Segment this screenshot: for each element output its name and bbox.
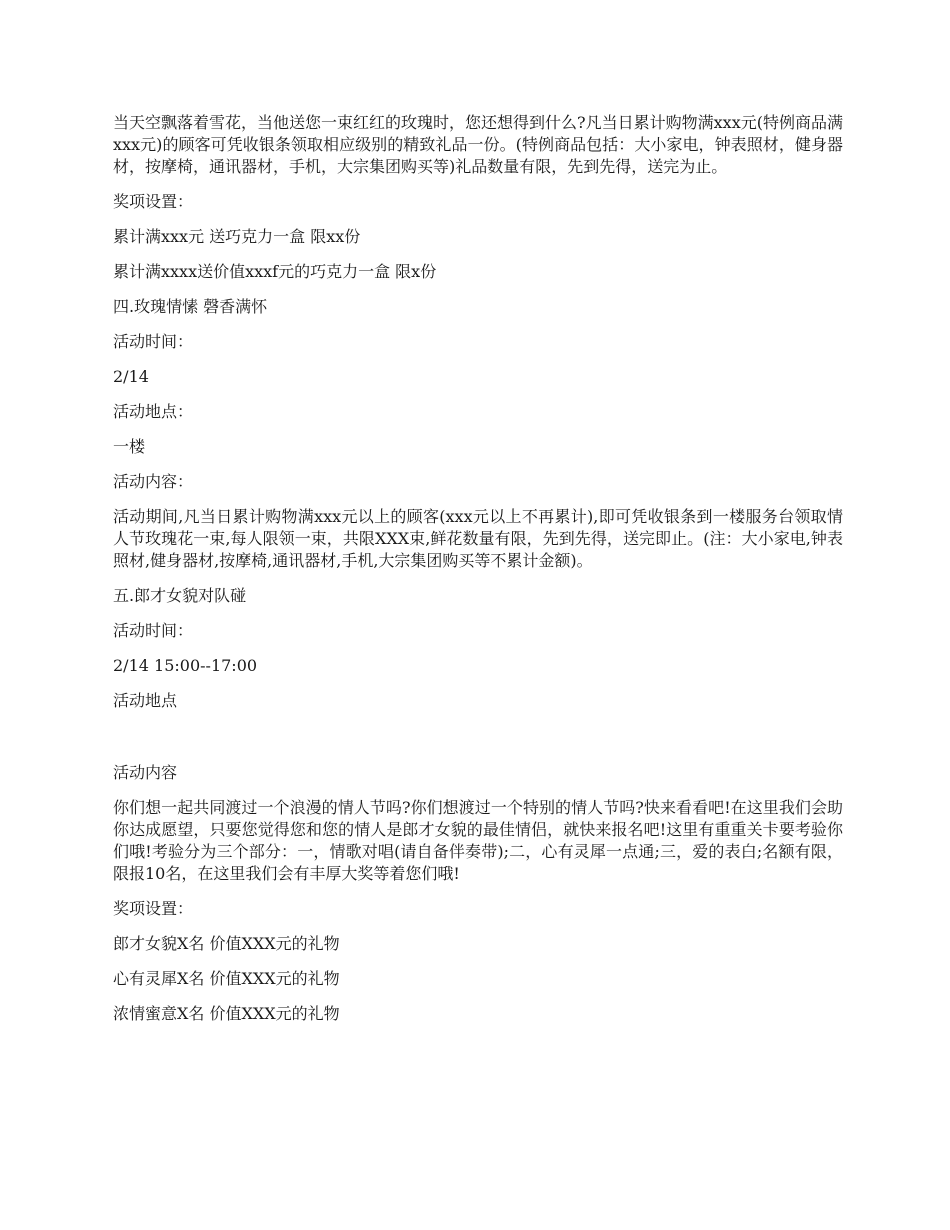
activity-time-value: 2/14: [113, 367, 149, 386]
prize-settings-heading: 奖项设置：: [113, 192, 194, 211]
prize-line: 郎才女貌X名 价值XXX元的礼物: [113, 934, 340, 953]
activity-time-label: 活动时间：: [113, 332, 194, 351]
activity-content-paragraph: 你们想一起共同渡过一个浪漫的情人节吗?你们想渡过一个特别的情人节吗?快来看看吧!在这里我们会助你达成愿望，只要您觉得您和您的情人是郎才女貌的最佳情侣，就快来报名吧!这里有重重关卡要考验你们哦!考验分为三个部分：一，情歌对唱(请自备伴奏带);二，心有灵犀一点通;三，爱的表白;名额有限，限报10名，在这里我们会有丰厚大奖等着您们哦!: [113, 798, 843, 883]
activity-location-label: 活动地点：: [113, 402, 194, 421]
activity-time-label: 活动时间：: [113, 621, 194, 640]
prize-line: 浓情蜜意X名 价值XXX元的礼物: [113, 1004, 340, 1023]
prize-settings-heading: 奖项设置：: [113, 899, 194, 918]
activity-time-value: 2/14 15:00--17:00: [113, 656, 258, 675]
activity-content-label: 活动内容：: [113, 472, 194, 491]
activity-content-label: 活动内容: [113, 763, 178, 782]
document-body: [113, 112, 843, 1038]
prize-line: 累计满xxx元 送巧克力一盒 限xx份: [113, 227, 361, 246]
section-title-rose: 四.玫瑰情愫 磬香满怀: [113, 297, 268, 316]
prize-line: 累计满xxxx送价值xxxf元的巧克力一盒 限x份: [113, 262, 437, 281]
activity-location-value: 一楼: [113, 437, 146, 456]
activity-content-paragraph: 活动期间,凡当日累计购物满xxx元以上的顾客(xxx元以上不再累计),即可凭收银条到一楼服务台领取情人节玫瑰花一束,每人限领一束，共限XXX束,鲜花数量有限，先到先得，送完即止。(注：大小家电,钟表照材,健身器材,按摩椅,通讯器材,手机,大宗集团购买等不累计金额)。: [113, 507, 843, 570]
prize-line: 心有灵犀X名 价值XXX元的礼物: [113, 969, 340, 988]
intro-paragraph: 当天空飘落着雪花，当他送您一束红红的玫瑰时，您还想得到什么?凡当日累计购物满xxx元(特例商品满xxx元)的顾客可凭收银条领取相应级别的精致礼品一份。(特例商品包括：大小家电，钟表照材，健身器材，按摩椅，通讯器材，手机，大宗集团购买等)礼品数量有限，先到先得，送完为止。: [113, 113, 843, 176]
section-title-couples: 五.郎才女貌对队碰: [113, 586, 247, 605]
activity-location-label: 活动地点: [113, 691, 178, 710]
